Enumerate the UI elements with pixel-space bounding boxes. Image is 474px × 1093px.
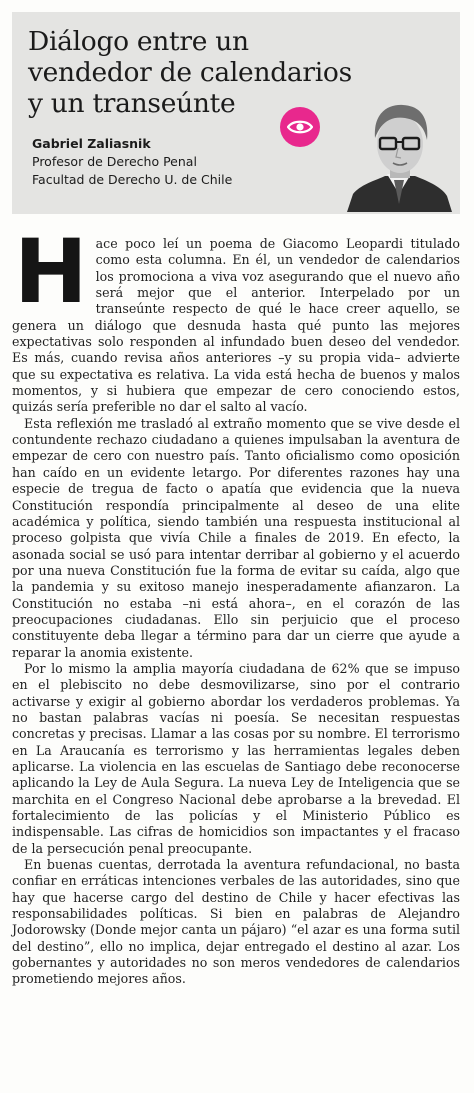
article-body (12, 220, 460, 988)
article-paragraph: Hace poco leí un poema de Giacomo Leopardi titulado como esta columna. En él, un vendedor de calendarios los promociona a viva voz asegurando que el nuevo año será mejor que el anterior. Interpelado por un transeúnte respecto de qué le hace creer aquello, se genera un diálogo que desnuda hasta qué punto las mejores expectativas solo responden al infundado buen deseo del vendedor. Es más, cuando revisa años anteriores –y su propia vida– advierte que su expectativa es relativa. La vida está hecha de buenos y malos momentos, y si hubiera que empezar de cero conociendo estos, quizás sería preferible no dar el salto al vacío. (12, 220, 460, 415)
eye-icon (287, 119, 313, 135)
article-paragraph: En buenas cuentas, derrotada la aventura refundacional, no basta confiar en erráticas intenciones verbales de las autoridades, sino que hay que hacerse cargo del destino de Chile y hacer efectivas las responsabilidades políticas. Si bien en palabras de Alejandro Jodorowsky (Donde mejor canta un pájaro) “el azar es una forma sutil del destino”, ello no implica, dejar entregado el destino al azar. Los gobernantes y autoridades no son meros vendedores de calendarios prometiendo mejores años. (12, 857, 460, 987)
eye-badge (280, 107, 320, 147)
author-name: Gabriel Zaliasnik (32, 136, 151, 151)
author-department: Facultad de Derecho U. de Chile (32, 172, 233, 187)
article-paragraph: Por lo mismo la amplia mayoría ciudadana de 62% que se impuso en el plebiscito no debe desmovilizarse, sino por el contrario activarse y exigir al gobierno abordar los verdaderos problemas. Ya no bastan palabras vacías ni poesía. Se necesitan respuestas concretas y precisas. Llamar a las cosas por su nombre. El terrorismo en La Araucanía es terrorismo y las herramientas legales deben aplicarse. La violencia en las escuelas de Santiago debe reconocerse aplicando la Ley de Aula Segura. La nueva Ley de Inteligencia que se marchita en el Congreso Nacional debe aprobarse a la brevedad. El fortalecimiento de las policías y el Ministerio Público es indispensable. Las cifras de homicidios son impactantes y el fracaso de la persecución penal preocupante. (12, 660, 460, 856)
article-title: Diálogo entre un vendedor de calendarios y un transeúnte (28, 26, 352, 119)
author-role: Profesor de Derecho Penal (32, 154, 197, 169)
author-portrait (347, 100, 452, 212)
article-paragraph: Esta reflexión me trasladó al extraño momento que se vive desde el contundente rechazo ciudadano a quienes impulsaban la aventura de empezar de cero con nuestro país. Tanto oficialismo como oposición han caído en un evidente letargo. Por diferentes razones hay una especie de tregua de facto o apatía que evidencia que la nueva Constitución respondía principalmente al deseo de una elite académica y política, siendo también una respuesta institucional al proceso golpista que vivía Chile a finales de 2019. En efecto, la asonada social se usó para intentar derribar al gobierno y el acuerdo por una nueva Constitución fue la forma de evitar su caída, algo que la pandemia y su exitoso manejo inesperadamente afianzaron. La Constitución no estaba –ni está ahora–, en el corazón de las preocupaciones ciudadanas. Ello sin perjuicio que el proceso constituyente deba llegar a término para dar un cierre que ayude a reparar la anomia existente. (12, 415, 460, 660)
article-header (12, 12, 460, 214)
drop-cap: H (14, 220, 88, 323)
